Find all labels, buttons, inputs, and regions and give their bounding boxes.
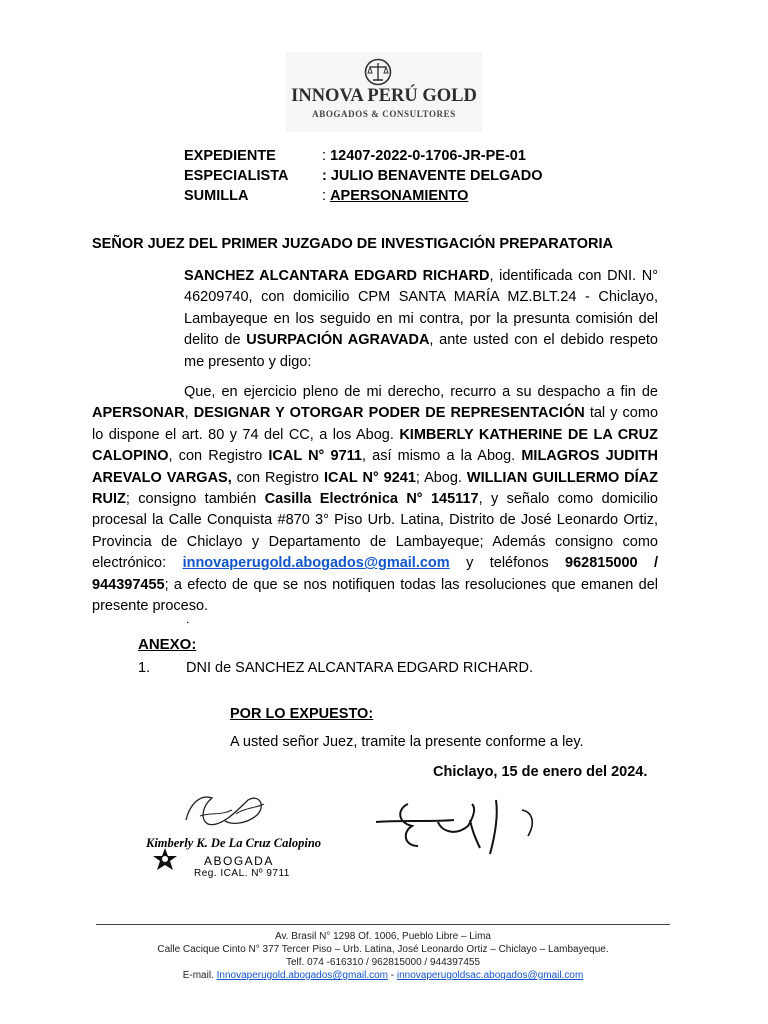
annex-title: ANEXO: bbox=[138, 636, 197, 653]
contact-email-link[interactable]: innovaperugold.abogados@gmail.com bbox=[182, 555, 450, 572]
header-key: EXPEDIENTE bbox=[184, 148, 276, 164]
header-row-sumilla bbox=[184, 186, 604, 206]
body-paragraph: Que, en ejercicio pleno de mi derecho, recurro a su despacho a fin de APERSONAR, DESIGNAR Y OTORGAR PODER DE REPRESENTACIÓN tal y como lo dispone el art. 80 y 74 del CC, a los Abog. KIMBERLY KATHERINE DE LA CRUZ CALOPINO, con Registro ICAL N° 9711, así mismo a la Abog. MILAGROS JUDITH AREVALO VARGAS, con Registro ICAL N° 9241; Abog. WILLIAN GUILLERMO DÍAZ RUIZ; consigno también Casilla Electrónica N° 145117, y señalo como domicilio procesal la Calle Conquista #870 3° Piso Urb. Latina, Distrito de José Leonardo Ortiz, Provincia de Chiclayo y Departamento de Lambayeque; Además consigno como electrónico: innovaperugold.abogados@gmail.com y teléfonos 962815000 / 944397455; a efecto de que se nos notifiquen todas las resoluciones que emanen del presente proceso. bbox=[92, 384, 659, 615]
footer-address-lima: Av. Brasil N° 1298 Of. 1006, Pueblo Libre – Lima bbox=[275, 931, 491, 942]
header-value: : APERSONAMIENTO bbox=[322, 188, 469, 204]
header-value: : JULIO BENAVENTE DELGADO bbox=[322, 168, 543, 184]
closing-title: POR LO EXPUESTO: bbox=[230, 706, 374, 722]
footer-address-chiclayo: Calle Cacique Cinto N° 377 Tercer Piso – Urb. Latina, José Leonardo Ortiz – Chiclayo – Lambayeque. bbox=[157, 944, 609, 955]
header-value: : 12407-2022-0-1706-JR-PE-01 bbox=[322, 148, 526, 164]
addressee: SEÑOR JUEZ DEL PRIMER JUZGADO DE INVESTIGACIÓN PREPARATORIA bbox=[92, 236, 613, 252]
logo-brand: INNOVA PERÚ GOLD bbox=[291, 86, 477, 106]
document-date: Chiclayo, 15 de enero del 2024. bbox=[433, 764, 648, 780]
page-footer bbox=[96, 924, 670, 981]
footer-email-link-1[interactable]: Innovaperugold.abogados@gmail.com bbox=[216, 970, 388, 981]
footer-email-link-2[interactable]: innovaperugoldsac.abogados@gmail.com bbox=[396, 970, 584, 981]
lawyer-stamp bbox=[140, 786, 322, 886]
intro-paragraph: SANCHEZ ALCANTARA EDGARD RICHARD, identificada con DNI. N° 46209740, con domicilio CPM SANTA MARÍA MZ.BLT.24 - Chiclayo, Lambayeque en los seguido en mi contra, por la presunta comisión del delito de USURPACIÓN AGRAVADA, ante usted con el debido respeto me presento y digo: bbox=[184, 268, 658, 370]
header-row-expediente bbox=[184, 146, 604, 166]
company-logo bbox=[286, 52, 482, 132]
stamp-registration: Reg. ICAL. Nº 9711 bbox=[194, 868, 290, 879]
stamp-name: Kimberly K. De La Cruz Calopino bbox=[146, 836, 322, 850]
header-row-especialista bbox=[184, 166, 604, 186]
annex-item-text: DNI de SANCHEZ ALCANTARA EDGARD RICHARD. bbox=[186, 660, 533, 676]
logo-tagline: ABOGADOS & CONSULTORES bbox=[312, 109, 456, 119]
annex-item-number: 1. bbox=[138, 660, 151, 676]
handwritten-signature-client bbox=[372, 796, 552, 866]
header-key: SUMILLA bbox=[184, 188, 249, 204]
header-key: ESPECIALISTA bbox=[184, 168, 289, 184]
footer-phones: Telf. 074 -616310 / 962815000 / 944397455 bbox=[285, 957, 481, 968]
stray-dot: . bbox=[186, 612, 190, 626]
footer-emails: E-mail. Innovaperugold.abogados@gmail.com - innovaperugoldsac.abogados@gmail.com bbox=[182, 970, 584, 981]
stamp-role: ABOGADA bbox=[204, 854, 274, 868]
closing-text: A usted señor Juez, tramite la presente conforme a ley. bbox=[230, 734, 584, 750]
scales-of-justice-icon bbox=[361, 58, 395, 86]
